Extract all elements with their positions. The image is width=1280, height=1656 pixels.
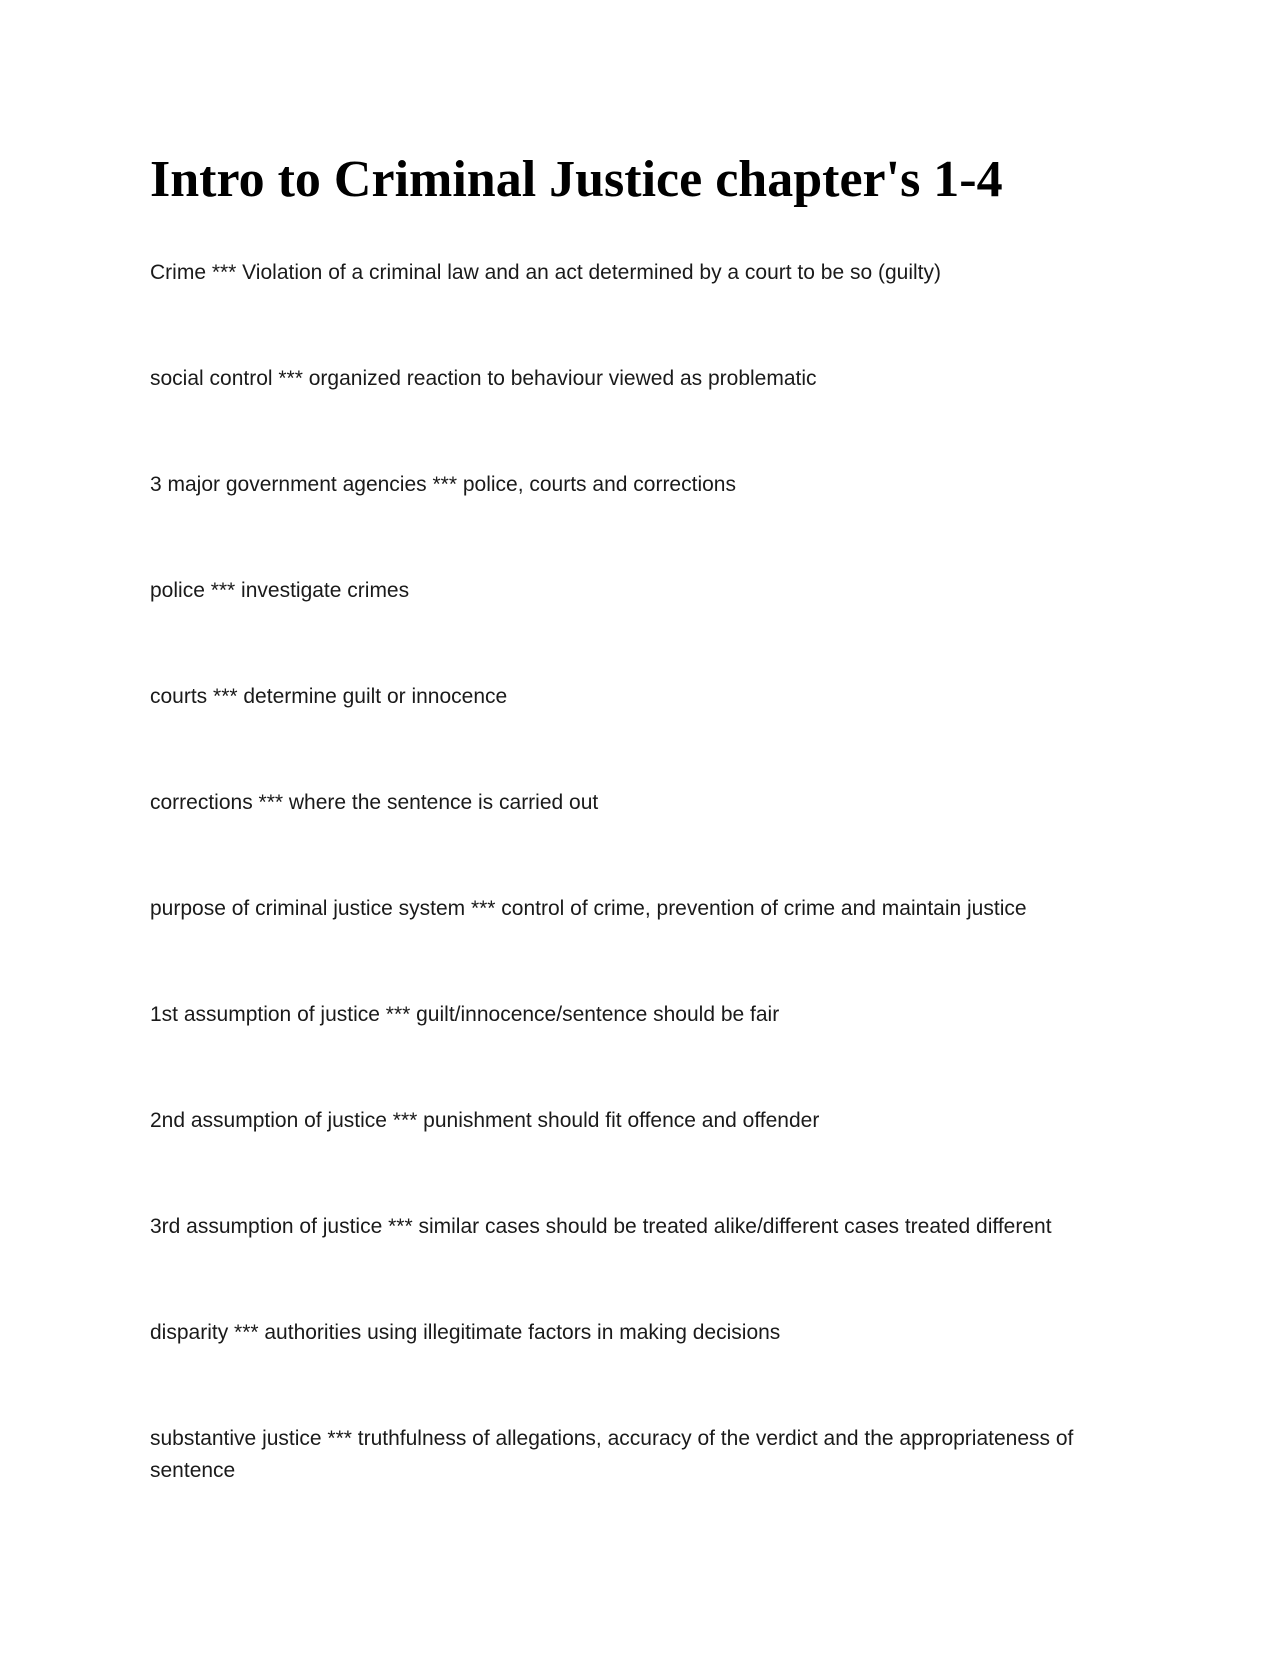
flashcard-list (150, 257, 1110, 1529)
flashcard-text: police *** investigate crimes (150, 579, 410, 602)
flashcard-entry (150, 1211, 1110, 1317)
flashcard-entry (150, 469, 1110, 575)
flashcard-entry (150, 257, 1110, 363)
page-title: Intro to Criminal Justice chapter's 1-4 (150, 151, 1003, 208)
flashcard-entry (150, 999, 1110, 1105)
flashcard-entry (150, 1423, 1110, 1529)
flashcard-text: substantive justice *** truthfulness of allegations, accuracy of the verdict and the appropriateness of sentence (150, 1427, 1074, 1482)
flashcard-text: 3 major government agencies *** police, courts and corrections (150, 473, 736, 496)
flashcard-text: purpose of criminal justice system *** control of crime, prevention of crime and maintain justice (150, 897, 1027, 920)
flashcard-text: disparity *** authorities using illegitimate factors in making decisions (150, 1321, 781, 1344)
flashcard-text: courts *** determine guilt or innocence (150, 685, 508, 708)
flashcard-entry (150, 681, 1110, 787)
flashcard-text: Crime *** Violation of a criminal law and an act determined by a court to be so (guilty) (150, 261, 941, 284)
flashcard-entry (150, 1317, 1110, 1423)
flashcard-text: 3rd assumption of justice *** similar cases should be treated alike/different cases treated different (150, 1215, 1052, 1238)
flashcard-entry (150, 575, 1110, 681)
flashcard-text: 2nd assumption of justice *** punishment should fit offence and offender (150, 1109, 820, 1132)
flashcard-entry (150, 363, 1110, 469)
flashcard-text: 1st assumption of justice *** guilt/innocence/sentence should be fair (150, 1003, 780, 1026)
flashcard-entry (150, 1105, 1110, 1211)
flashcard-text: corrections *** where the sentence is carried out (150, 791, 599, 814)
flashcard-entry (150, 787, 1110, 893)
flashcard-text: social control *** organized reaction to behaviour viewed as problematic (150, 367, 817, 390)
flashcard-entry (150, 893, 1110, 999)
